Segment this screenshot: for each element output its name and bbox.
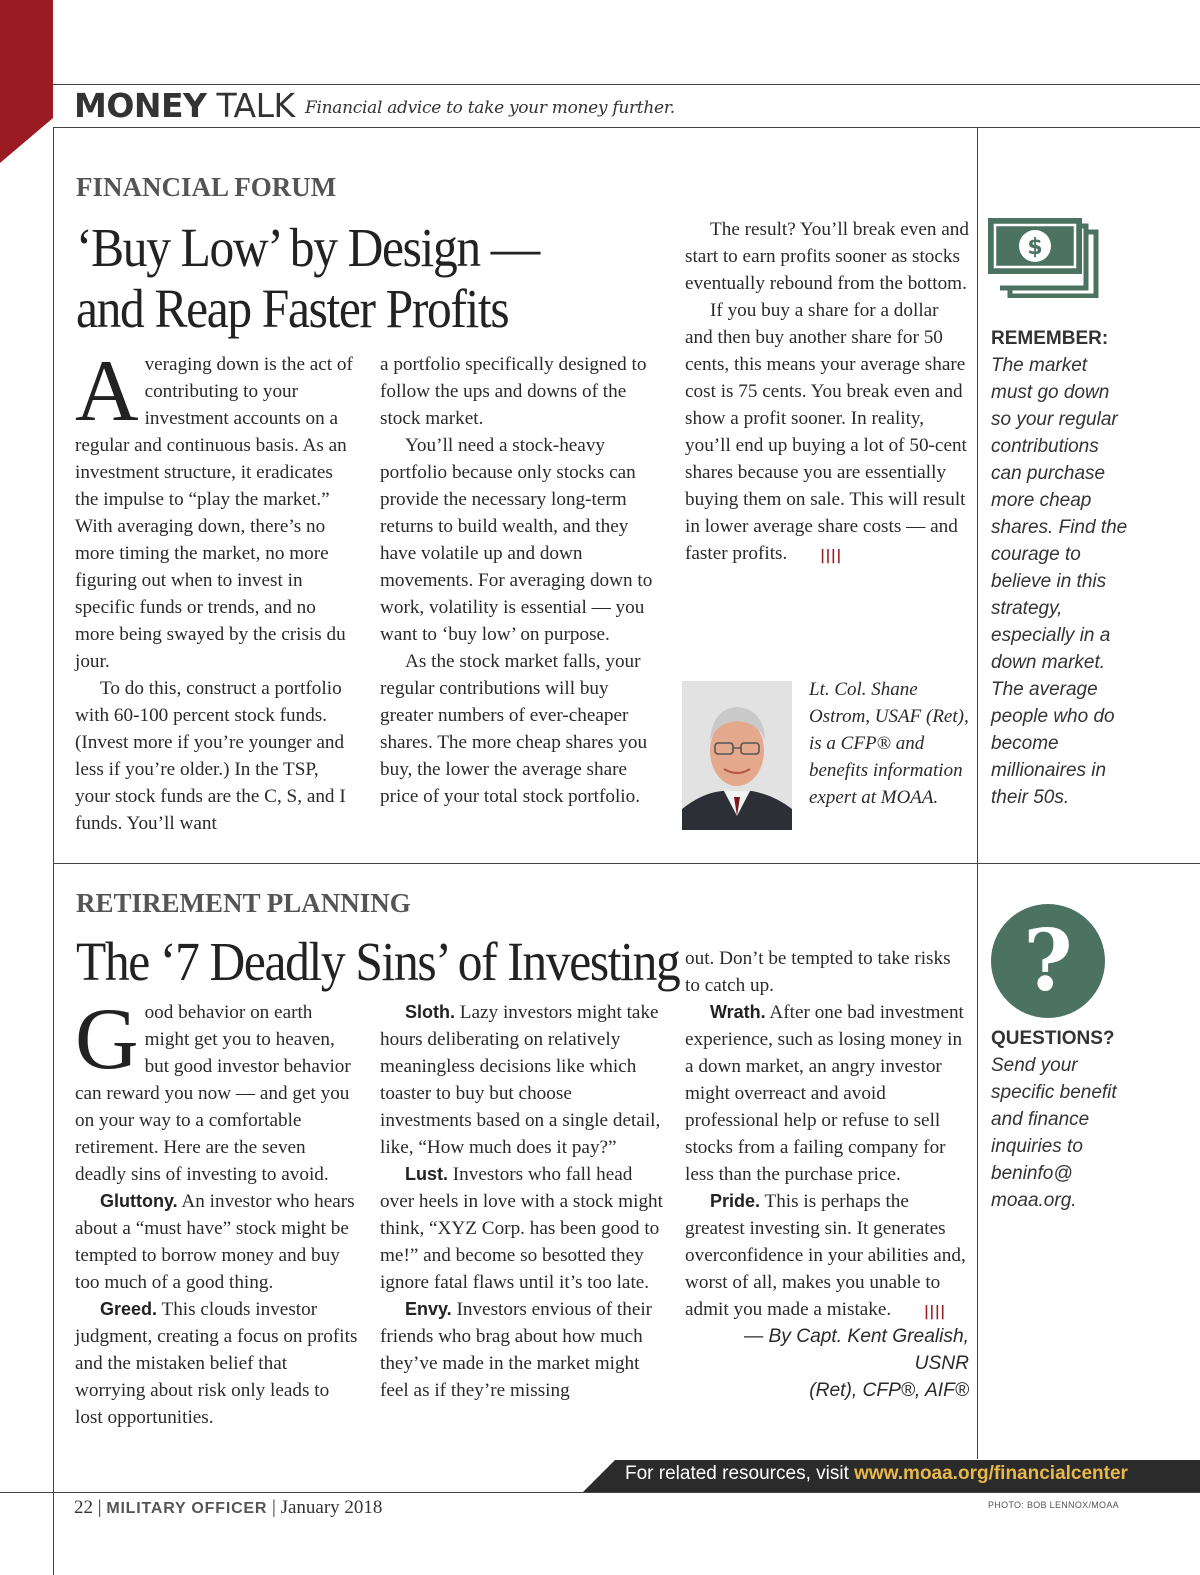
sidebar-questions bbox=[991, 1025, 1131, 1214]
sidebar-remember-label: REMEMBER: bbox=[991, 328, 1109, 349]
article2-column-3 bbox=[685, 945, 969, 1404]
resources-link[interactable]: www.moaa.org/financialcenter bbox=[854, 1463, 1128, 1484]
article1-kicker: FINANCIAL FORUM bbox=[76, 172, 337, 202]
svg-text:$: $ bbox=[1027, 235, 1043, 260]
author-photo bbox=[682, 681, 792, 830]
article1-column-3 bbox=[685, 216, 969, 567]
article1-col3-para2 bbox=[685, 297, 969, 567]
question-icon bbox=[991, 904, 1105, 1018]
envy-label: Envy. bbox=[405, 1299, 452, 1319]
money-icon bbox=[988, 218, 1106, 302]
folio bbox=[74, 1497, 382, 1519]
resources-prefix: For related resources, visit bbox=[625, 1463, 855, 1484]
sloth-text: Lazy investors might take hours deliberating on relatively meaningless decisions like which toaster to buy but choose investments based on a single detail, like, “How much does it pay?” bbox=[380, 1002, 661, 1158]
article2-greed bbox=[75, 1296, 359, 1431]
section-tagline: Financial advice to take your money further. bbox=[305, 98, 675, 118]
article2-headline: The ‘7 Deadly Sins’ of Investing bbox=[76, 931, 680, 992]
article1-col1-para1 bbox=[75, 343, 357, 675]
article1-col2-para3: As the stock market falls, your regular contributions will buy greater numbers of ever-cheaper shares. The more cheap shares you buy, the lower the average share price of your total stock portfolio. bbox=[380, 651, 648, 807]
article1-col1-para2: To do this, construct a portfolio with 60-100 percent stock funds. (Invest more if you’re younger and less if you’re older.) In the TSP, your stock funds are the C, S, and I funds. You’ll want bbox=[75, 678, 346, 834]
end-mark-icon: |||| bbox=[922, 1304, 944, 1320]
section-divider bbox=[53, 863, 1200, 864]
article1-col2-para1: a portfolio specifically designed to follow the ups and downs of the stock market. bbox=[380, 354, 647, 429]
lust-label: Lust. bbox=[405, 1164, 448, 1184]
gluttony-label: Gluttony. bbox=[100, 1191, 178, 1211]
article2-lust bbox=[380, 1161, 664, 1296]
top-rule bbox=[53, 84, 1200, 85]
footer-rule bbox=[0, 1492, 1200, 1493]
resources-text bbox=[625, 1463, 1128, 1485]
article1-column-1 bbox=[75, 343, 357, 837]
article1-col1-para1-text: veraging down is the act of contributing to your investment accounts on a regular and continuous basis. As an investment structure, it eradicates the impulse to “play the market.” With averaging down, there’s no more timing the market, no more figuring out when to invest in specific funds or trends, and no more being swayed by the crisis du jour. bbox=[75, 354, 353, 672]
article2-wrath bbox=[685, 999, 969, 1188]
article2-col1-para1 bbox=[75, 991, 359, 1188]
article2-col1-para1-text: ood behavior on earth might get you to heaven, but good investor behavior can reward you now — and get you on your way to a comfortable retirement. Here are the seven deadly sins of investing to avoid. bbox=[75, 1002, 351, 1185]
pride-text: This is perhaps the greatest investing sin. It generates overconfidence in your abilities and, worst of all, makes you unable to admit you made a mistake. bbox=[685, 1191, 966, 1320]
greed-label: Greed. bbox=[100, 1299, 158, 1319]
sidebar-rule-2 bbox=[977, 864, 978, 1459]
wrath-label: Wrath. bbox=[710, 1002, 766, 1022]
brand-bold: MONEY bbox=[74, 86, 207, 125]
article2-pride bbox=[685, 1188, 969, 1323]
article2-column-2 bbox=[380, 999, 664, 1404]
page-left-rule bbox=[53, 127, 54, 1575]
author-bio: Lt. Col. Shane Ostrom, USAF (Ret), is a CFP® and benefits information expert at MOAA. bbox=[809, 679, 969, 808]
sidebar-questions-label: QUESTIONS? bbox=[991, 1028, 1115, 1049]
end-mark-icon: |||| bbox=[818, 548, 841, 564]
issue-date: January 2018 bbox=[280, 1497, 383, 1518]
author-portrait-icon bbox=[682, 681, 792, 830]
publication-name: MILITARY OFFICER bbox=[106, 1500, 268, 1517]
greed-text: This clouds investor judgment, creating a focus on profits and the mistaken belief that worrying about risk only leads to lost opportunities. bbox=[75, 1299, 358, 1428]
article2-sloth bbox=[380, 999, 664, 1161]
article2-byline-line1: — By Capt. Kent Grealish, USNR bbox=[743, 1326, 969, 1374]
article2-column-1 bbox=[75, 991, 359, 1431]
article2-envy bbox=[380, 1296, 664, 1404]
sloth-label: Sloth. bbox=[405, 1002, 455, 1022]
folio-separator: | bbox=[272, 1497, 276, 1518]
article1-col2-para2: You’ll need a stock-heavy portfolio because only stocks can provide the necessary long-term returns to build wealth, and they have volatile up and down movements. For averaging down to work, volatility is essential — you want to ‘buy low’ on purpose. bbox=[380, 435, 653, 645]
header-rule bbox=[53, 127, 1200, 128]
brand-light: TALK bbox=[216, 86, 295, 125]
article1-headline-line1: ‘Buy Low’ by Design — bbox=[76, 217, 539, 278]
article2-byline-line2: (Ret), CFP®, AIF® bbox=[809, 1380, 969, 1401]
sidebar-rule-1 bbox=[977, 127, 978, 863]
photo-credit: PHOTO: BOB LENNOX/MOAA bbox=[988, 1500, 1119, 1510]
article1-col3-para2-text: If you buy a share for a dollar and then buy another share for 50 cents, this means your average share cost is 75 cents. You break even and show a profit sooner. In reality, you’ll end up buying a lot of 50-cent shares because you are essentially buying them on sale. This will result in lower average share costs — and faster profits. bbox=[685, 300, 967, 564]
article1-dropcap: A bbox=[75, 343, 139, 440]
sidebar-remember bbox=[991, 325, 1131, 811]
question-glyph: ? bbox=[1023, 911, 1073, 1010]
pride-label: Pride. bbox=[710, 1191, 761, 1211]
folio-separator: | bbox=[97, 1497, 102, 1518]
sidebar-remember-text: The market must go down so your regular contributions can purchase more cheap shares. Find the courage to believe in this strategy, especially in a down market. The average people who do become millionaires in their 50s. bbox=[991, 355, 1128, 808]
article1-col3-para1: The result? You’ll break even and start to earn profits sooner as stocks eventually rebound from the bottom. bbox=[685, 219, 969, 294]
corner-tab-tip bbox=[0, 118, 53, 163]
article2-kicker: RETIREMENT PLANNING bbox=[76, 888, 411, 918]
sidebar-questions-text: Send your specific benefit and finance inquiries to beninfo@ moaa.org. bbox=[991, 1055, 1117, 1211]
section-brand bbox=[74, 86, 295, 125]
page-number: 22 bbox=[74, 1497, 93, 1518]
article2-col3-para0: out. Don’t be tempted to take risks to catch up. bbox=[685, 948, 951, 996]
article2-dropcap: G bbox=[75, 991, 139, 1088]
envy-text: Investors envious of their friends who brag about how much they’ve made in the market might feel as if they’re missing bbox=[380, 1299, 653, 1401]
lust-text: Investors who fall head over heels in love with a stock might think, “XYZ Corp. has been good to me!” and become so besotted they ignore fatal flaws until it’s too late. bbox=[380, 1164, 663, 1293]
article1-headline-line2: and Reap Faster Profits bbox=[76, 278, 509, 339]
corner-tab bbox=[0, 0, 53, 118]
article1-column-2 bbox=[380, 351, 664, 810]
gluttony-text: An investor who hears about a “must have” stock might be tempted to borrow money and buy too much of a good thing. bbox=[75, 1191, 355, 1293]
article2-gluttony bbox=[75, 1188, 359, 1296]
wrath-text: After one bad investment experience, such as losing money in a down market, an angry investor might overreact and avoid professional help or refuse to sell stocks from a failing company for less than the purchase price. bbox=[685, 1002, 964, 1185]
